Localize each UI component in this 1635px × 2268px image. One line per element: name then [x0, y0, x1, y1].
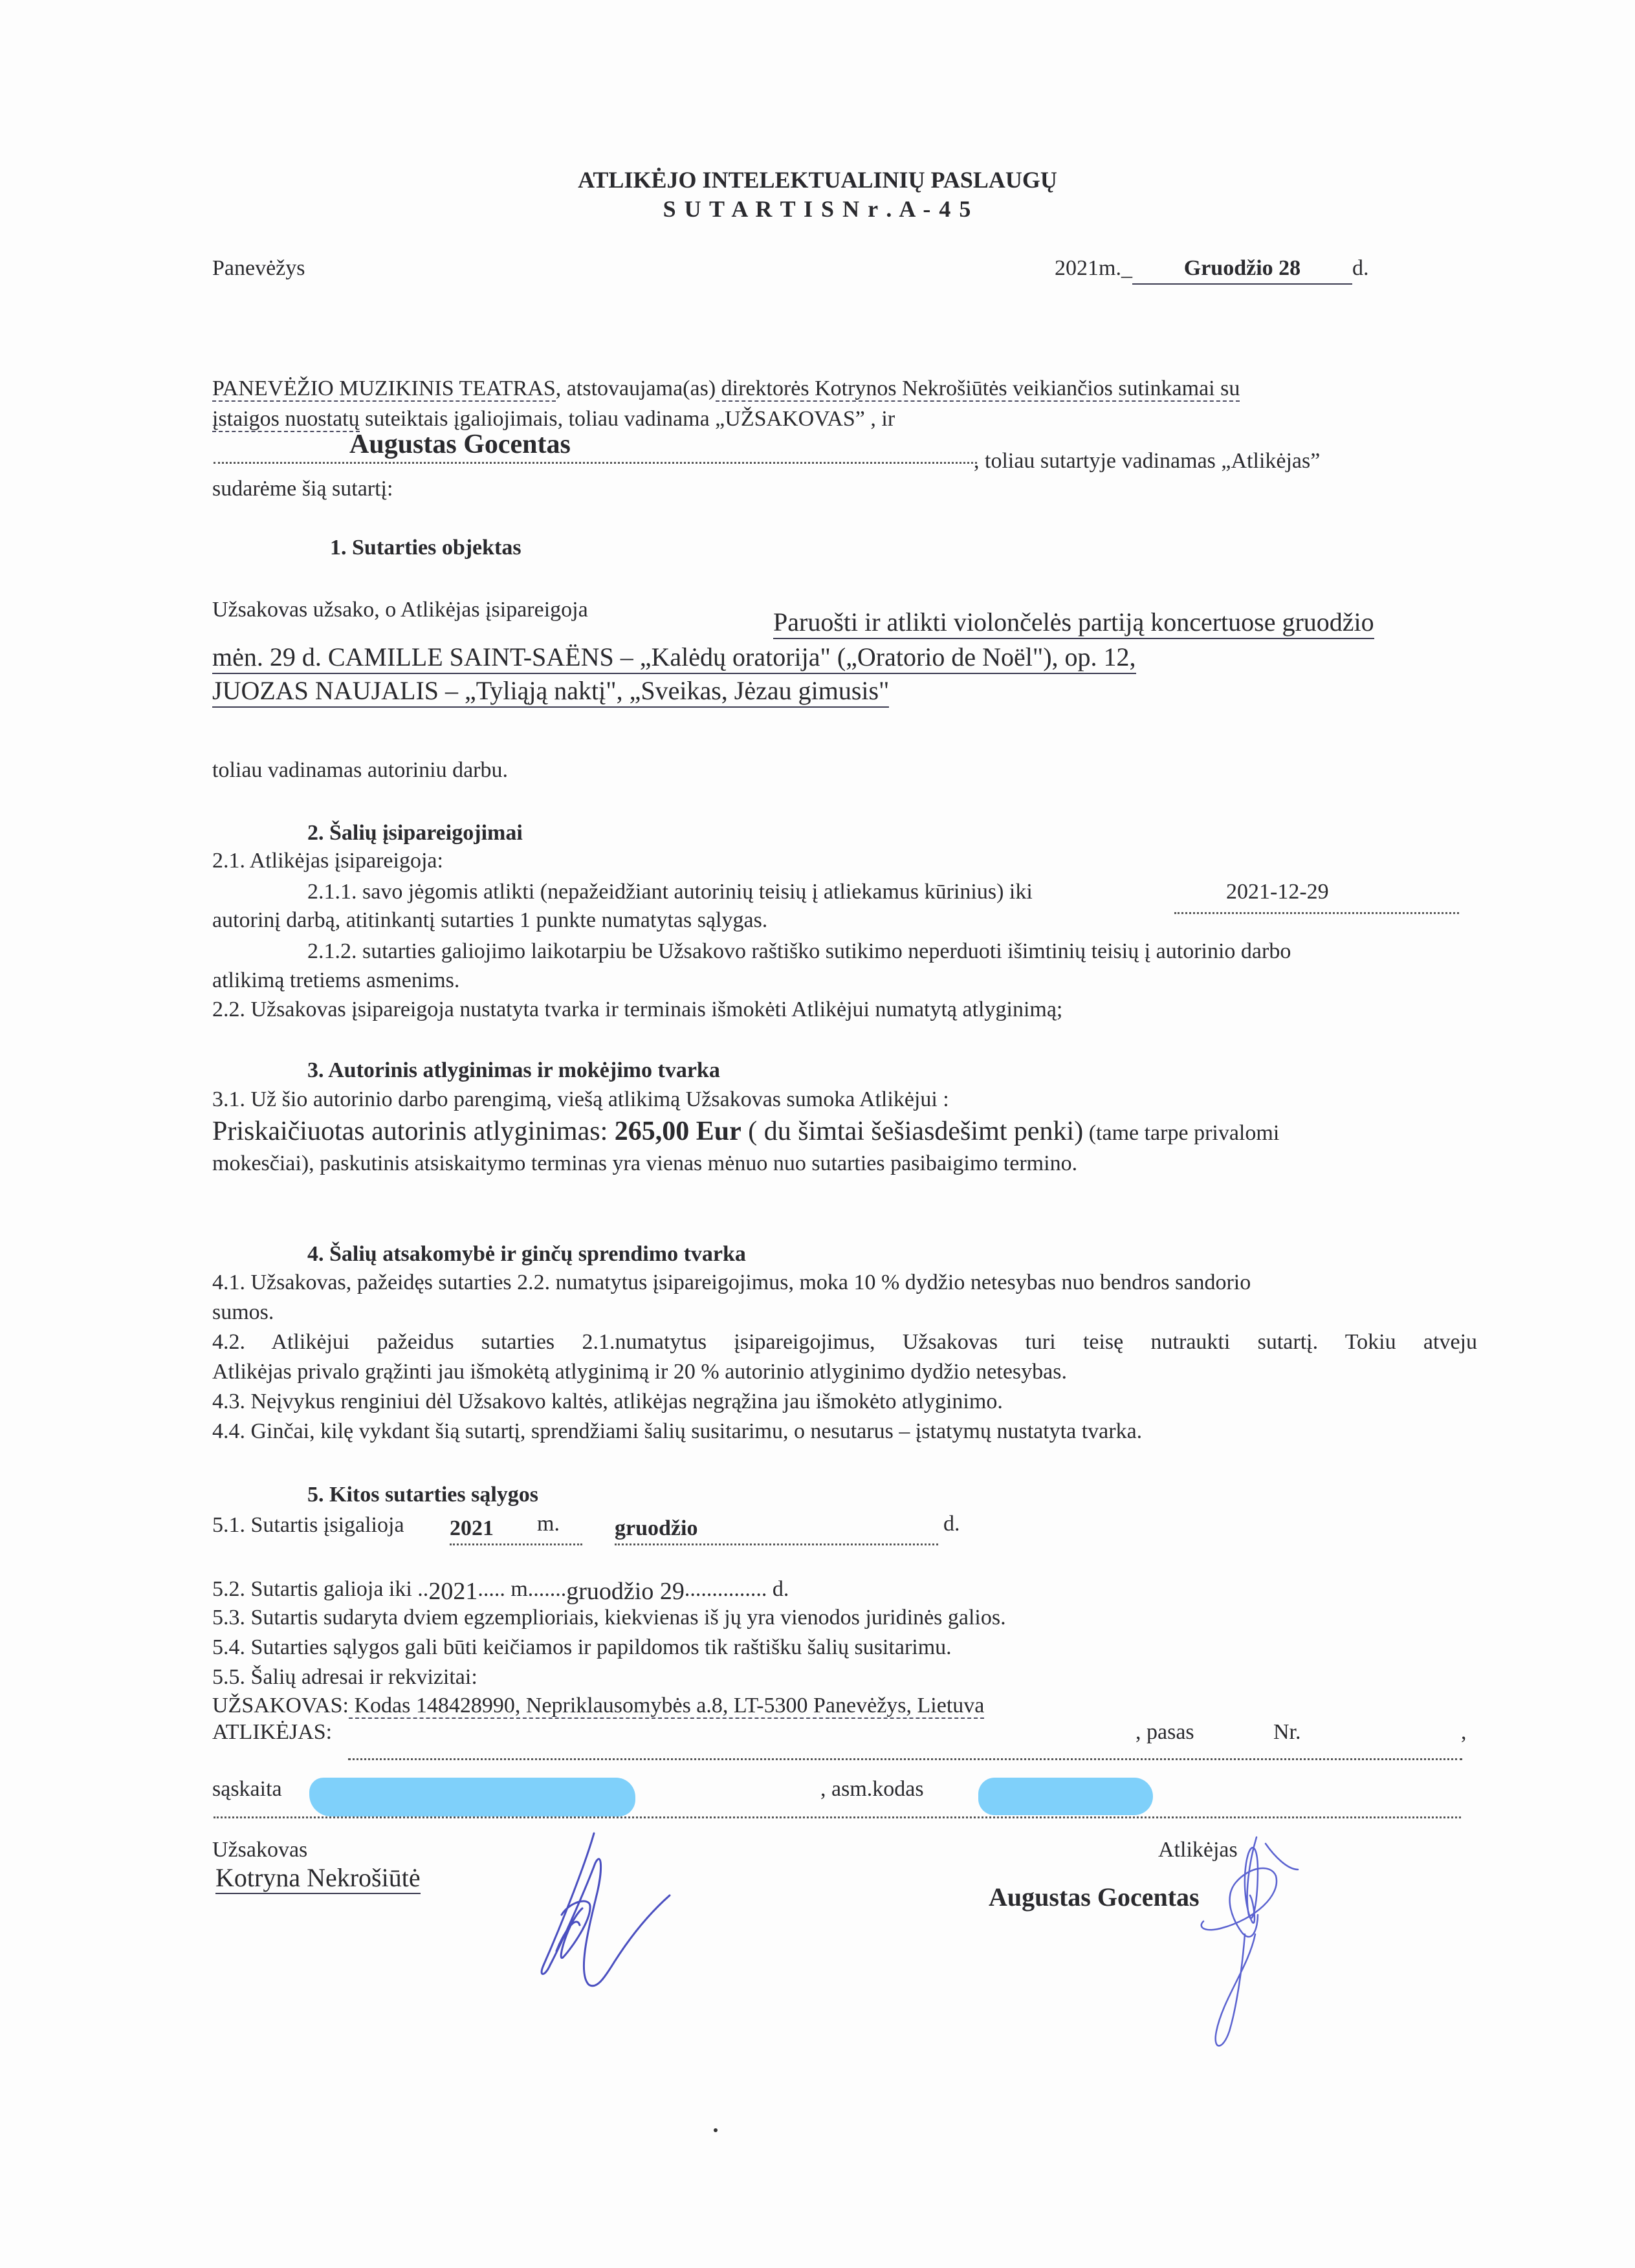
clause-5-1-d: d.	[943, 1512, 960, 1536]
service-description-line-2: mėn. 29 d. CAMILLE SAINT-SAËNS – „Kalėdų oratorija" („Oratorio de Noël"), op. 12,	[212, 642, 1136, 674]
clause-2-1-1-date: 2021-12-29	[1226, 880, 1329, 904]
clause-5-2-d: ............... d.	[684, 1577, 789, 1601]
clause-5-4: 5.4. Sutarties sąlygos gali būti keičiamos ir papildomos tik raštišku šalių susitarimu.	[212, 1635, 952, 1659]
personal-code-redaction	[978, 1778, 1153, 1815]
performer-signature	[1178, 1824, 1385, 2057]
fee-label: Priskaičiuotas autorinis atlyginimas:	[212, 1117, 615, 1146]
clause-2-1-2: 2.1.2. sutarties galiojimo laikotarpiu be Užsakovo raštiško sutikimo neperduoti išimtinių teisių į autorinio darbo	[307, 939, 1291, 963]
clause-5-2-label: 5.2. Sutartis galioja iki ..	[212, 1577, 429, 1601]
contract-date	[1055, 254, 1368, 285]
clause-5-1-m: m.	[537, 1512, 560, 1536]
performer-label: ATLIKĖJAS:	[212, 1720, 333, 1744]
date-year: 2021m._	[1055, 256, 1132, 280]
client-signature	[453, 1824, 725, 1992]
clause-3-1: 3.1. Už šio autorinio darbo parengimą, viešą atlikimą Užsakovas sumoka Atlikėjui :	[212, 1087, 949, 1111]
section-5-heading: 5. Kitos sutarties sąlygos	[307, 1483, 538, 1507]
clause-2-1-1-cont: autorinį darbą, atitinkantį sutarties 1 punkte numatytas sąlygas.	[212, 908, 768, 932]
scan-dot	[714, 2128, 718, 2132]
clause-5-3: 5.3. Sutartis sudaryta dviem egzemplioriais, kiekvienas iš jų yra vienodos juridinės galios.	[212, 1606, 1006, 1630]
fee-line	[212, 1114, 1279, 1151]
clause-5-1-year: 2021	[450, 1514, 582, 1545]
fee-words: ( du šimtai šešiasdešimt penki)	[741, 1117, 1084, 1146]
clause-5-1-label: 5.1. Sutartis įsigalioja	[212, 1513, 404, 1537]
fee-note: (tame tarpe privalomi	[1083, 1121, 1280, 1145]
section-1-lead: Užsakovas užsako, o Atlikėjas įsipareigoja	[212, 598, 588, 622]
date-suffix: d.	[1352, 256, 1369, 280]
organization-name: PANEVĖŽIO MUZIKINIS TEATRAS	[212, 376, 556, 400]
clause-5-2-year: 2021	[428, 1578, 478, 1605]
service-description-line-3: JUOZAS NAUJALIS – „Tyliąją naktį", „Sveikas, Jėzau gimusis"	[212, 675, 889, 708]
intro-text: , atstovaujama(as)	[555, 376, 716, 400]
clause-4-2: 4.2. Atlikėjui pažeidus sutarties 2.1.numatytus įsipareigojimus, Užsakovas turi teisę nutraukti sutartį. Tokiu atveju	[212, 1330, 1477, 1354]
performer-name: Augustas Gocentas	[349, 430, 571, 459]
client-role: Užsakovas	[212, 1838, 308, 1862]
clause-4-1-cont: sumos.	[212, 1300, 274, 1324]
clause-4-1: 4.1. Užsakovas, pažeidęs sutarties 2.2. numatytus įsipareigojimus, moka 10 % dydžio netesybas nuo bendros sandorio	[212, 1270, 1251, 1294]
clause-5-5: 5.5. Šalių adresai ir rekvizitai:	[212, 1665, 477, 1689]
intro-conclusion: sudarėme šią sutartį:	[212, 477, 393, 501]
personal-code-label: , asm.kodas	[820, 1777, 924, 1801]
clause-5-2-date: gruodžio 29	[566, 1578, 685, 1605]
intro-statutes: įstaigos nuostatų	[212, 407, 360, 431]
account-line	[214, 1816, 1461, 1818]
contract-number: S U T A R T I S N r . A - 4 5	[663, 196, 972, 222]
date-line	[1174, 912, 1459, 914]
clause-5-2-m: ..... m.......	[477, 1577, 567, 1601]
section-2-heading: 2. Šalių įsipareigojimai	[307, 821, 523, 845]
account-redaction	[309, 1778, 635, 1816]
section-1-footer: toliau vadinamas autoriniu darbu.	[212, 758, 508, 782]
account-label: sąskaita	[212, 1777, 282, 1801]
section-3-heading: 3. Autorinis atlyginimas ir mokėjimo tvarka	[307, 1058, 720, 1082]
clause-3-1-cont: mokesčiai), paskutinis atsiskaitymo terminas yra vienas mėnuo nuo sutarties pasibaigimo termino.	[212, 1151, 1078, 1175]
clause-2-2: 2.2. Užsakovas įsipareigoja nustatyta tvarka ir terminais išmokėti Atlikėjui numatytą atlyginimą;	[212, 998, 1063, 1021]
clause-5-2	[212, 1573, 789, 1604]
city: Panevėžys	[212, 256, 305, 280]
intro-client-definition: suteiktais įgaliojimais, toliau vadinama „UŽSAKOVAS” , ir	[359, 407, 895, 431]
client-label: UŽSAKOVAS:	[212, 1694, 349, 1717]
contract-title: ATLIKĖJO INTELEKTUALINIŲ PASLAUGŲ	[578, 167, 1057, 193]
clause-4-2-cont: Atlikėjas privalo grąžinti jau išmokėtą atlyginimą ir 20 % autorinio atlyginimo dydžio netesybas.	[212, 1360, 1067, 1384]
client-details	[212, 1691, 984, 1721]
clause-4-4: 4.4. Ginčai, kilę vykdant šią sutartį, sprendžiami šalių susitarimu, o nesutarus – įstatymų nustatyta tvarka.	[212, 1419, 1143, 1443]
clause-4-3: 4.3. Neįvykus renginiui dėl Užsakovo kaltės, atlikėjas negrąžina jau išmokėto atlyginimo.	[212, 1390, 1003, 1413]
section-4-heading: 4. Šalių atsakomybė ir ginčų sprendimo tvarka	[307, 1242, 746, 1266]
clause-2-1-1: 2.1.1. savo jėgomis atlikti (nepažeidžiant autorinių teisių į atliekamus kūrinius) iki	[307, 880, 1033, 904]
intro-director: direktorės Kotrynos Nekrošiūtės veikiančios sutinkamai su	[716, 376, 1240, 400]
passport-label: , pasas	[1136, 1720, 1194, 1744]
client-signatory-name: Kotryna Nekrošiūtė	[215, 1863, 421, 1894]
performer-details-line	[348, 1758, 1462, 1760]
clause-2-1-2-cont: atlikimą tretiems asmenims.	[212, 968, 460, 992]
intro-performer-definition: , toliau sutartyje vadinamas „Atlikėjas”	[974, 449, 1321, 473]
clause-5-1-month: gruodžio	[615, 1514, 938, 1545]
performer-signatory-name: Augustas Gocentas	[989, 1882, 1200, 1912]
intro-line-1	[212, 374, 1480, 404]
trailing-comma: ,	[1461, 1720, 1467, 1744]
service-description-line-1: Paruošti ir atlikti violončelės partiją koncertuose gruodžio	[773, 607, 1374, 639]
client-address: Kodas 148428990, Nepriklausomybės a.8, LT-5300 Panevėžys, Lietuva	[348, 1694, 985, 1717]
clause-2-1: 2.1. Atlikėjas įsipareigoja:	[212, 849, 443, 873]
fee-amount: 265,00 Eur	[614, 1117, 741, 1146]
date-value: Gruodžio 28	[1132, 254, 1352, 285]
performer-role: Atlikėjas	[1158, 1838, 1238, 1862]
performer-name-line	[214, 462, 977, 464]
section-1-heading: 1. Sutarties objektas	[330, 536, 521, 560]
passport-number-label: Nr.	[1273, 1720, 1301, 1744]
